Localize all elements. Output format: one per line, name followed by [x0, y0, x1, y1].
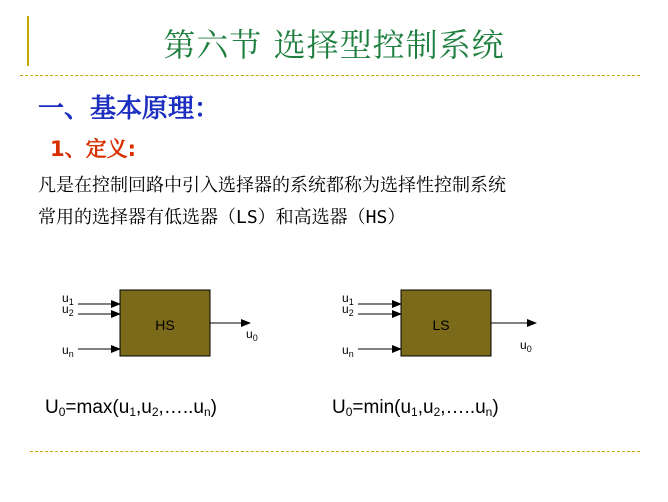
ls-u1-label: $u_1$ — [342, 291, 354, 307]
ls-u2-label: $u_2$ — [342, 302, 354, 318]
ls-selector-block — [342, 290, 536, 359]
hs-block-label: HS — [155, 317, 175, 333]
formula-max: $U_0=\max(u_1,u_2,\dots..u_n)$ — [45, 397, 217, 419]
formula-min: $U_0=\min(u_1,u_2,\dots..u_n)$ — [332, 397, 499, 419]
selector-types-text: 常用的选择器有低选器（LS）和高选器（HS） — [38, 207, 406, 228]
ls-u0-label: $u_0$ — [520, 338, 532, 354]
hs-u1-label: $u_1$ — [62, 291, 74, 307]
hs-u2-label: $u_2$ — [62, 302, 74, 318]
definition-heading: 1、定义: — [50, 137, 137, 161]
hs-selector-block — [62, 290, 258, 359]
slide-title: 第六节 选择型控制系统 — [163, 26, 505, 64]
definition-text: 凡是在控制回路中引入选择器的系统都称为选择性控制系统 — [38, 175, 506, 196]
ls-un-label: $u_n$ — [342, 343, 354, 359]
section-heading: 一、基本原理： — [38, 94, 221, 124]
hs-u0-label: $u_0$ — [246, 327, 258, 343]
hs-un-label: $u_n$ — [62, 343, 74, 359]
ls-block-label: LS — [432, 317, 450, 333]
